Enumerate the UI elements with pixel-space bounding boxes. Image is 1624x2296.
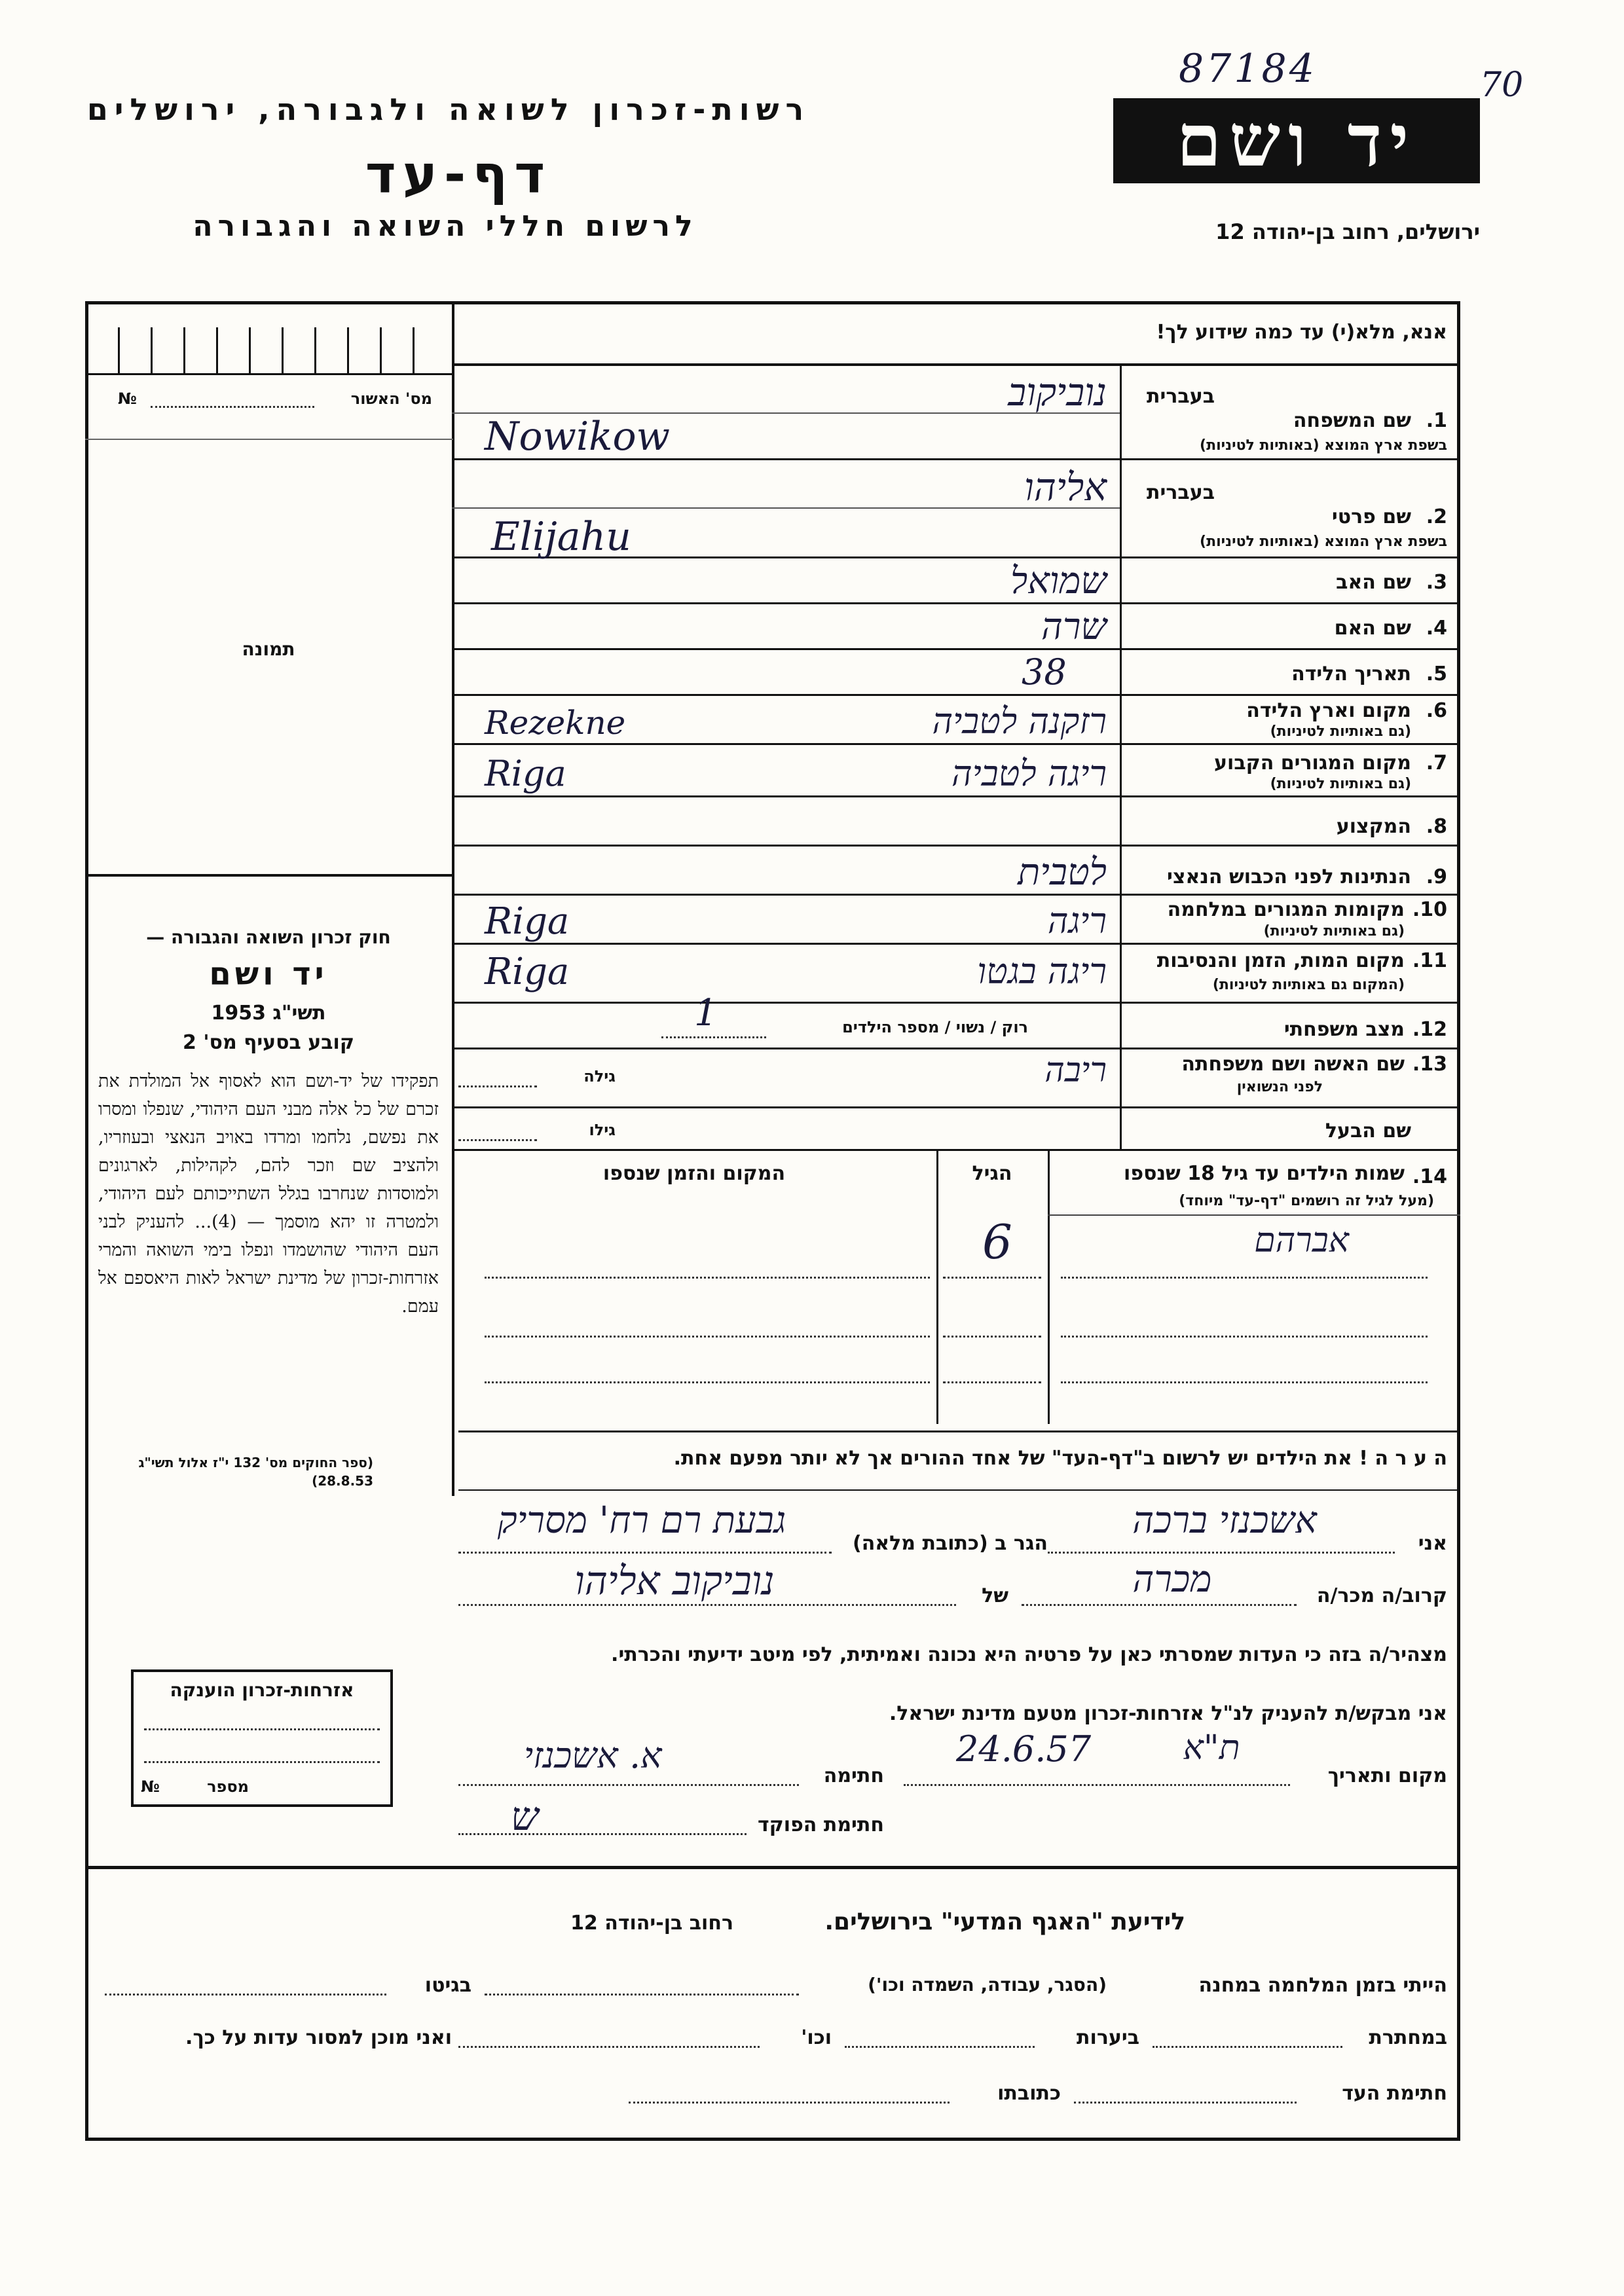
law-year: תשי"ג 1953 [211, 1002, 326, 1025]
field-9-value[interactable]: לטבית [1018, 851, 1107, 894]
field-7-sub: (גם באותיות לטיניות) [1270, 776, 1411, 792]
field-8-label: המקצוע [1336, 815, 1411, 838]
children-note: ה ע ר ה ! את הילדים יש לרשום ב"דף-העד" של אחד ההורים אך לא יותר מפעם אחת. [673, 1447, 1447, 1470]
decl-date-value[interactable]: 24.6.57 [956, 1728, 1092, 1770]
child-1-age[interactable]: 6 [982, 1214, 1012, 1269]
field-2-value-latin[interactable]: Elijahu [491, 514, 631, 560]
footer-forests-field[interactable] [845, 2046, 1035, 2048]
field-13-age-label: גילה [583, 1067, 616, 1085]
field-1-value-latin[interactable]: Nowikow [485, 414, 671, 460]
law-text: תפקידו של יד-ושם הוא לאסוף אל המולדת את זכרם של כל אלה מבני העם היהודי, שנפלו ומסרו את נפשם, נלחמו ומרדו באויב הנאצי ובעוזריו, ולהציב שם וזכר להם, לקהילות, לארגונים ולמוסדות שנחרבו בגלל השתייכותם לעם היהודי, ולמטרה זו יהא מוסמך — (4)... להעניק לבני העם היהודי שהושמדו ונפלו בימי השואה והמרי אזרחות-זכרון של מדינת ישראל לאות היאספם אל עמם. [98, 1071, 439, 1317]
field-13-age-dots[interactable] [458, 1085, 537, 1087]
footer-line2-d: ואני מוכן למסור עדות על כך. [185, 2026, 452, 2049]
field-11-label: מקום המות, הזמן והנסיבות [1156, 949, 1405, 972]
footer-address: רחוב בן-יהודה 12 [570, 1912, 733, 1935]
husband-age-dots[interactable] [458, 1139, 537, 1141]
photo-label: תמונה [242, 638, 295, 660]
children-place-header: המקום והזמן שנספו [602, 1162, 786, 1185]
citizenship-title: אזרחות-זכרון הוענקה [170, 1679, 354, 1701]
yad-vashem-logo: יד ושם [1113, 98, 1480, 183]
footer-ghetto-field[interactable] [105, 1994, 386, 1995]
footer-line1-a: הייתי בזמן המלחמה במחנה [1198, 1974, 1447, 1997]
decl-address[interactable]: גבעת רם רח' מסריק [497, 1499, 786, 1542]
decl-signature-value[interactable]: א. אשכנזי [524, 1735, 662, 1776]
footer-line2-a: במחתרת [1369, 2026, 1447, 2049]
decl-of-value[interactable]: נוביקוב אליהו [574, 1558, 775, 1604]
form-title: דף-עד [365, 144, 552, 205]
field-3-value[interactable]: שמואל [1010, 560, 1107, 602]
field-6-label: מקום וארץ הלידה [1246, 699, 1411, 722]
approval-no-symbol: № [118, 390, 137, 408]
field-10-value-hebrew[interactable]: ריגה [1047, 900, 1107, 941]
field-2-value-hebrew[interactable]: אליהו [1024, 465, 1107, 509]
field-10-label: מקומות המגורים במלחמה [1167, 898, 1405, 921]
law-name: יד ושם [209, 956, 328, 993]
field-13-sub: לפני הנשואין [1236, 1079, 1323, 1095]
footer-camp-field[interactable] [485, 1994, 799, 1995]
field-12-children-count[interactable]: 1 [694, 992, 718, 1034]
field-12-options[interactable]: רוק / נשוי / מספר הילדים [842, 1018, 1028, 1036]
footer-line2-c: וכו' [801, 2026, 832, 2049]
field-3-label: שם האב [1336, 571, 1411, 594]
field-4-value[interactable]: שרה [1041, 606, 1107, 648]
decl-place-value[interactable]: ת"א [1183, 1728, 1240, 1768]
field-13-label: שם האשה ושם משפחתה [1181, 1053, 1405, 1076]
field-5-label: תאריך הלידה [1291, 663, 1411, 685]
form-instruction: אנא, מלא(י) עד כמה שידוע לך! [1156, 321, 1447, 344]
authority-line: רשות-זכרון לשואה ולגבורה, ירושלים [86, 92, 811, 127]
law-section: קובע בסעיף מס' 2 [183, 1031, 354, 1054]
law-title: חוק זכרון השואה והגבורה — [146, 926, 391, 948]
decl-statement: מצהיר/ה בזה כי העדות שמסרתי כאן על פרטיה היא נכונה ואמיתית, לפי מיטב ידיעתי והכרתי. [611, 1643, 1447, 1666]
footer-line3-b: כתובתו [997, 2082, 1061, 2105]
decl-resides: הגר ב (כתובת מלאה) [852, 1532, 1048, 1555]
field-1-lang-hebrew: בעברית [1147, 385, 1215, 408]
field-11-sub: (המקום גם באותיות לטיניות) [1212, 977, 1405, 993]
footer-title: לידיעת "האגף המדעי" בירושלים. [824, 1908, 1185, 1935]
footer-line3-a: חתימת העד [1342, 2082, 1447, 2105]
field-4-num: 4. [1426, 617, 1447, 640]
field-1-num: 1. [1426, 409, 1447, 432]
header-address: ירושלים, רחוב בן-יהודה 12 [1215, 219, 1480, 244]
field-7-value-hebrew[interactable]: ריגה לטביה [951, 753, 1107, 794]
archive-number: 87184 [1179, 46, 1317, 92]
footer-witness-address-field[interactable] [629, 2102, 950, 2104]
decl-signature-label: חתימה [823, 1764, 884, 1787]
children-age-header: הגיל [972, 1162, 1012, 1185]
field-1-label: שם המשפחה [1293, 409, 1411, 432]
field-2-lang-hebrew: בעברית [1147, 481, 1215, 504]
field-12-num: 12. [1412, 1018, 1447, 1041]
field-5-value[interactable]: 38 [1022, 651, 1067, 693]
field-2-label: שם פרטי [1331, 505, 1411, 528]
field-13-num: 13. [1412, 1053, 1447, 1076]
field-9-label: הנתינות לפני הכבוש הנאצי [1167, 866, 1411, 888]
footer-line1-c: בגיטו [424, 1974, 471, 1997]
footer-underground-field[interactable] [1153, 2046, 1342, 2048]
field-13-value[interactable]: ריבה [1044, 1051, 1107, 1090]
decl-request: אני מבקש/ת להעניק לנ"ל אזרחות-זכרון מטעם מדינת ישראל. [889, 1702, 1447, 1725]
field-11-num: 11. [1412, 949, 1447, 972]
field-11-value-hebrew[interactable]: ריגה בגטו [977, 951, 1107, 992]
field-2-lang-latin: בשפת ארץ המוצא (באותיות לטיניות) [1200, 534, 1447, 550]
law-source: (ספר החוקים מס' 132 י"ז אלול תשי"ג 28.8.53) [138, 1455, 373, 1489]
husband-label: שם הבעל [1325, 1120, 1411, 1142]
field-9-num: 9. [1426, 866, 1447, 888]
approval-label: מס' האשור [350, 390, 432, 408]
field-7-value-latin[interactable]: Riga [485, 753, 566, 794]
children-label: שמות הילדים עד גיל 18 שנספו [1124, 1162, 1405, 1185]
husband-age-label: גילו [589, 1121, 616, 1139]
field-5-num: 5. [1426, 663, 1447, 685]
field-10-num: 10. [1412, 898, 1447, 921]
decl-ani: אני [1418, 1532, 1447, 1555]
field-1-lang-latin: בשפת ארץ המוצא (באותיות לטיניות) [1200, 437, 1447, 454]
approval-field[interactable] [151, 406, 314, 408]
field-6-sub: (גם באותיות לטיניות) [1270, 723, 1411, 740]
decl-relation-label: קרוב/ה מכר/ה [1316, 1584, 1447, 1607]
field-10-sub: (גם באותיות לטיניות) [1263, 923, 1405, 939]
field-6-num: 6. [1426, 699, 1447, 722]
child-1-name[interactable]: אברהם [1254, 1221, 1349, 1260]
citizenship-no-symbol: № [141, 1777, 160, 1796]
children-sub: (מעל לגיל זה רושמים "דף-עד" מיוחד) [1179, 1193, 1434, 1209]
footer-line1-b: (הסגר, עבודה, השמדה וכו') [868, 1974, 1107, 1995]
field-12-label: מצב משפחתי [1283, 1018, 1405, 1041]
field-1-value-hebrew[interactable]: נוביקוב [1008, 370, 1107, 414]
field-10-value-latin[interactable]: Riga [485, 900, 570, 943]
field-6-value-hebrew[interactable]: רזקנה לטביה [932, 701, 1107, 742]
field-8-num: 8. [1426, 815, 1447, 838]
field-12-children-dots[interactable] [661, 1036, 766, 1038]
decl-officer-label: חתימת הפוקד [758, 1813, 884, 1836]
form-subtitle: לרשום חללי השואה והגבורה [193, 210, 698, 243]
footer-line2-b: ביערות [1077, 2026, 1139, 2049]
citizenship-number-label: מספר [207, 1777, 249, 1796]
decl-place-date-label: מקום ותאריך [1327, 1764, 1447, 1787]
field-11-value-latin[interactable]: Riga [485, 951, 570, 993]
children-num: 14. [1412, 1165, 1447, 1188]
field-7-label: מקום המגורים הקבוע [1214, 752, 1411, 774]
field-7-num: 7. [1426, 752, 1447, 774]
footer-witness-signature-field[interactable] [1074, 2102, 1297, 2104]
decl-of: של [982, 1584, 1008, 1607]
field-3-num: 3. [1426, 571, 1447, 594]
decl-officer-value[interactable]: ש [511, 1794, 539, 1840]
field-6-value-latin[interactable]: Rezekne [485, 704, 626, 742]
footer-etc-field[interactable] [458, 2046, 760, 2048]
decl-relation-value[interactable]: מכרה [1132, 1558, 1212, 1601]
decl-name[interactable]: אשכנזי ברכה [1132, 1499, 1317, 1542]
corner-mark: 70 [1480, 65, 1524, 105]
field-2-num: 2. [1426, 505, 1447, 528]
field-4-label: שם האם [1334, 617, 1411, 640]
